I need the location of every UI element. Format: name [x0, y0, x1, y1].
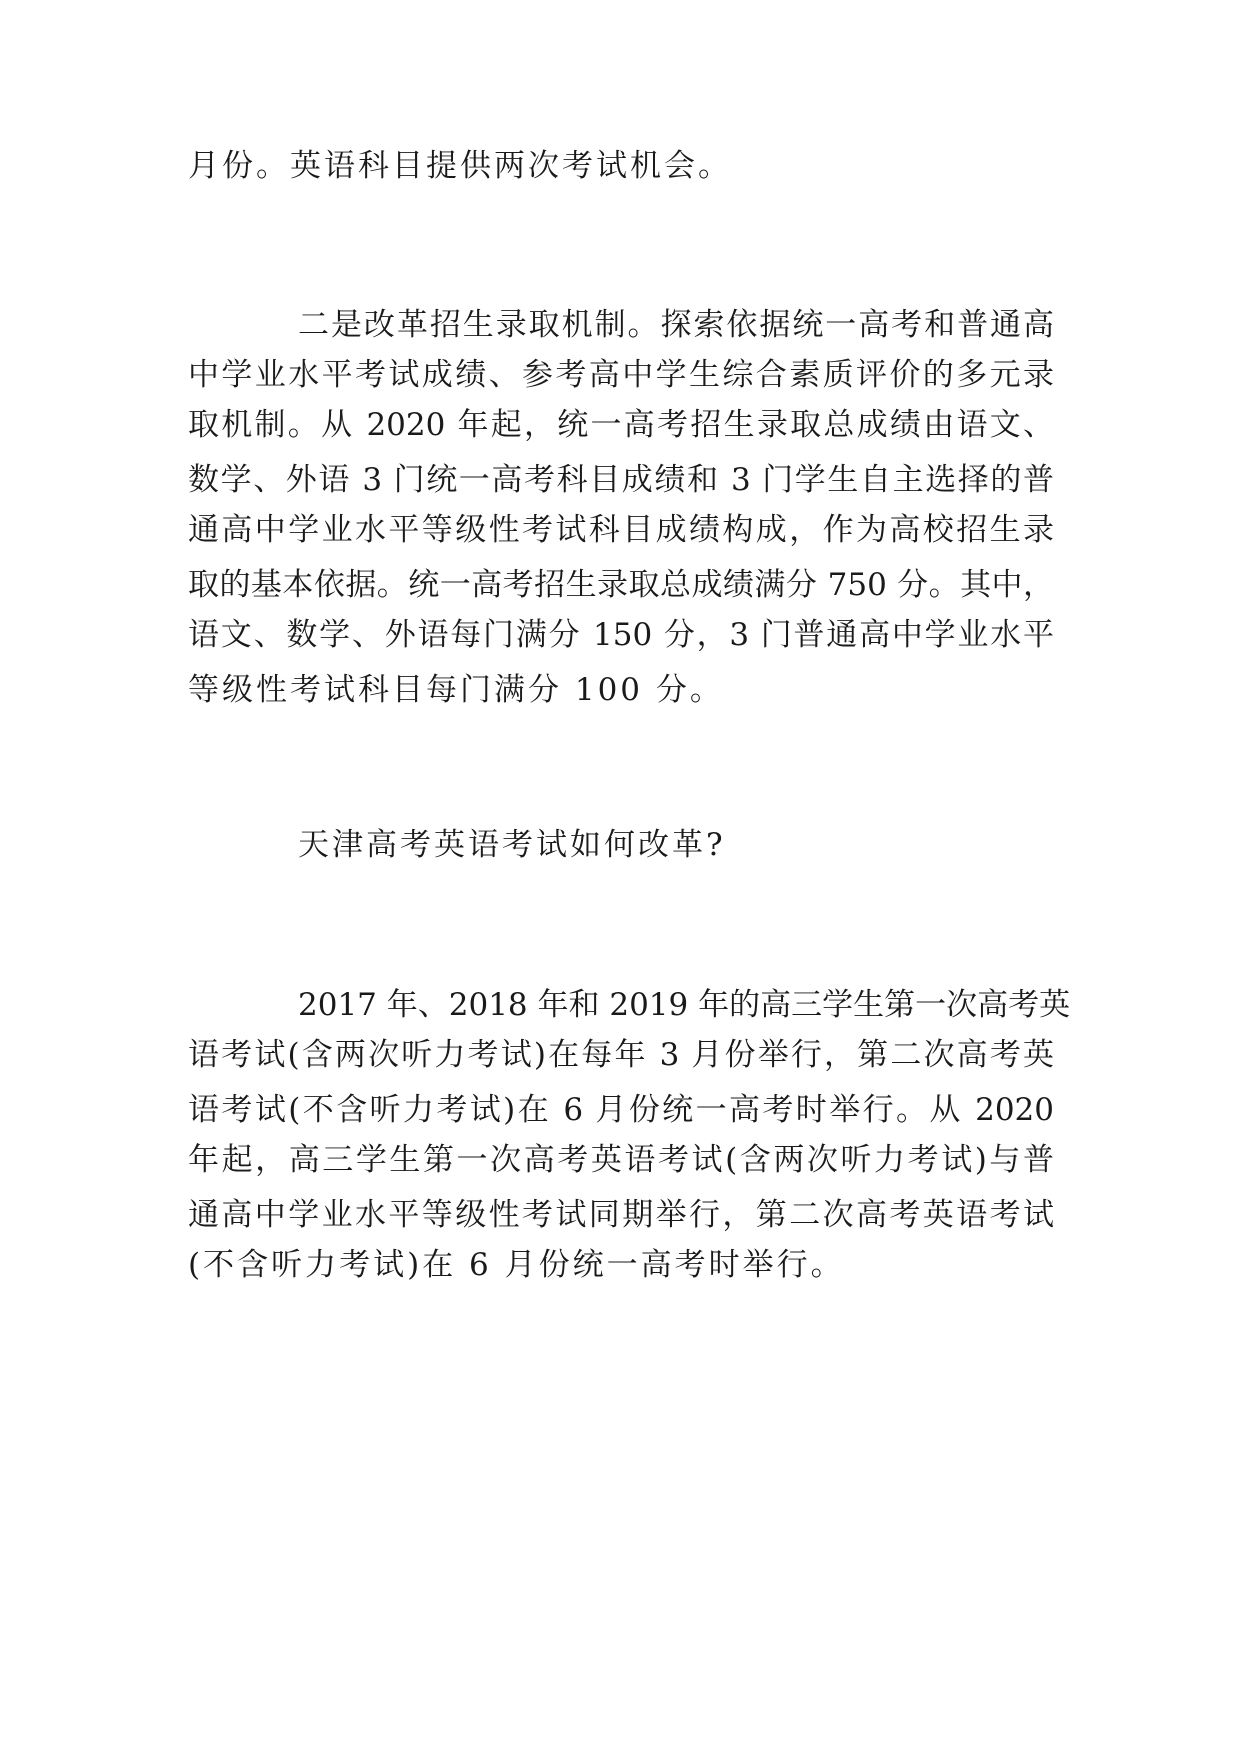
paragraph-2-line-4: 数学、外语 3 门统一高考科目成绩和 3 门学生自主选择的普	[188, 462, 1054, 498]
paragraph-3-line-3: 语考试(不含听力考试)在 6 月份统一高考时举行。从 2020	[188, 1092, 1054, 1128]
paragraph-3-line-5: 通高中学业水平等级性考试同期举行，第二次高考英语考试	[188, 1197, 1054, 1233]
paragraph-2-line-7: 语文、数学、外语每门满分 150 分，3 门普通高中学业水平	[188, 617, 1054, 653]
paragraph-2-line-8: 等级性考试科目每门满分 100 分。	[188, 672, 724, 708]
section-heading: 天津高考英语考试如何改革?	[298, 827, 726, 863]
paragraph-3-line-2: 语考试(含两次听力考试)在每年 3 月份举行，第二次高考英	[188, 1037, 1054, 1073]
paragraph-3-line-4: 年起，高三学生第一次高考英语考试(含两次听力考试)与普	[188, 1142, 1054, 1178]
paragraph-3-line-6: (不含听力考试)在 6 月份统一高考时举行。	[188, 1247, 845, 1283]
paragraph-2-line-1: 二是改革招生录取机制。探索依据统一高考和普通高	[298, 307, 1054, 343]
paragraph-2-line-5: 通高中学业水平等级性考试科目成绩构成，作为高校招生录	[188, 512, 1054, 548]
paragraph-3-line-1: 2017 年、2018 年和 2019 年的高三学生第一次高考英	[298, 987, 1071, 1023]
paragraph-2-line-2: 中学业水平考试成绩、参考高中学生综合素质评价的多元录	[188, 357, 1054, 393]
paragraph-2-line-6: 取的基本依据。统一高考招生录取总成绩满分 750 分。其中，	[188, 567, 1054, 603]
paragraph-1-line-1: 月份。英语科目提供两次考试机会。	[188, 148, 732, 184]
paragraph-2-line-3: 取机制。从 2020 年起，统一高考招生录取总成绩由语文、	[188, 407, 1054, 443]
